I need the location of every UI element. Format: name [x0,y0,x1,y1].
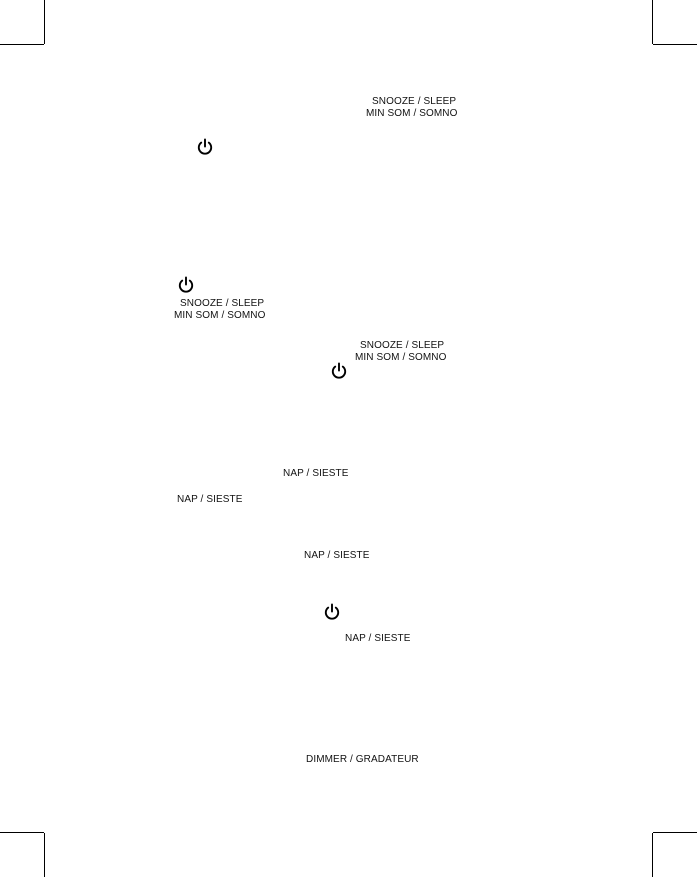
crop-mark-top-right-vertical [652,0,653,44]
crop-mark-top-left-vertical [44,0,45,44]
power-icon [323,603,341,621]
power-icon [177,276,195,294]
nap-sieste-label: NAP / SIESTE [304,550,370,561]
crop-mark-bottom-left-horizontal [0,832,44,833]
nap-sieste-label: NAP / SIESTE [177,494,243,505]
snooze-sleep-label: SNOOZE / SLEEP [360,340,445,351]
crop-mark-bottom-right-horizontal [653,832,697,833]
crop-mark-top-right-horizontal [653,44,697,45]
snooze-sleep-label: SNOOZE / SLEEP [180,298,265,309]
power-icon [196,138,214,156]
min-som-somno-label: MIN SOM / SOMNO [174,310,266,321]
crop-mark-bottom-left-vertical [44,833,45,877]
snooze-sleep-label: SNOOZE / SLEEP [372,96,457,107]
power-icon [330,362,348,380]
min-som-somno-label: MIN SOM / SOMNO [355,352,447,363]
crop-mark-bottom-right-vertical [652,833,653,877]
min-som-somno-label: MIN SOM / SOMNO [366,108,458,119]
crop-mark-top-left-horizontal [0,44,44,45]
nap-sieste-label: NAP / SIESTE [283,468,349,479]
dimmer-gradateur-label: DIMMER / GRADATEUR [306,754,419,765]
nap-sieste-label: NAP / SIESTE [345,633,411,644]
